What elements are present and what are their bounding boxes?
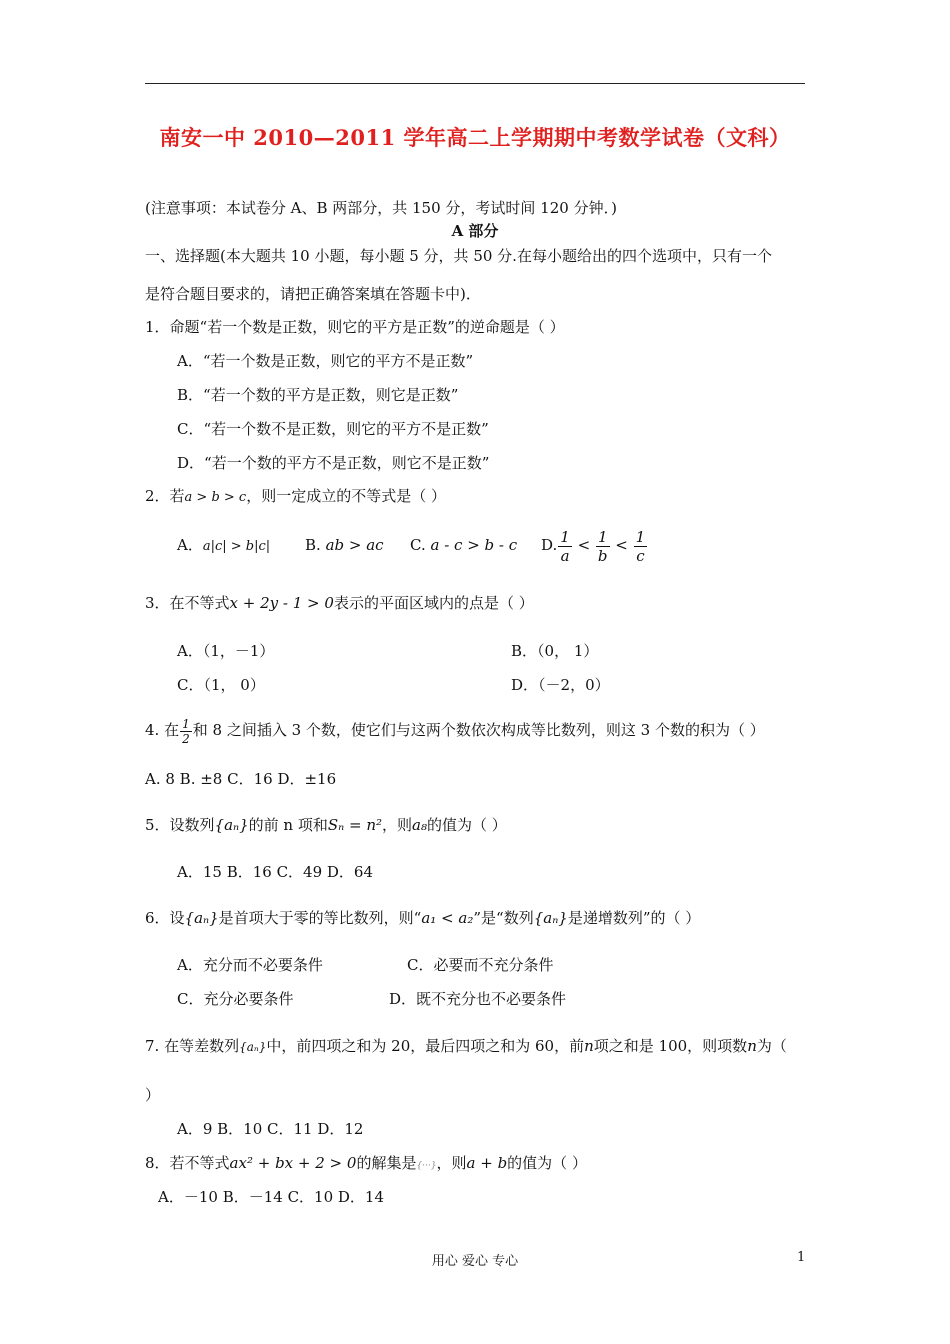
question-2-option-b bbox=[305, 535, 384, 555]
page-footer: 用心 爱心 专心 bbox=[431, 1254, 519, 1269]
question-5-stem-post: 的值为（ ） bbox=[426, 816, 507, 834]
option-label: A． bbox=[177, 536, 203, 554]
section1-instructions-line1: 一、选择题(本大题共 10 小题，每小题 5 分，共 50 分.在每小题给出的四个选项中，只有一个 bbox=[145, 247, 772, 265]
fraction-1-over-c bbox=[634, 528, 648, 565]
question-6-option-a: A．充分而不必要条件 bbox=[177, 956, 323, 974]
denominator: c bbox=[636, 546, 645, 565]
question-8-stem-mid2: ，则 bbox=[436, 1154, 467, 1172]
question-2-option-c bbox=[410, 535, 517, 555]
sequence-symbol: {aₙ} bbox=[533, 909, 568, 927]
variable-n: n bbox=[747, 1037, 757, 1055]
option-label: C. bbox=[410, 536, 426, 554]
question-7-stem-pre: 7. 在等差数列 bbox=[145, 1037, 240, 1055]
less-than: < bbox=[615, 536, 628, 554]
question-5-stem-mid2: ，则 bbox=[382, 816, 413, 834]
question-2-stem-post: ，则一定成立的不等式是（ ） bbox=[246, 487, 446, 505]
question-5-stem-pre: 5．设数列 bbox=[145, 816, 215, 834]
question-8-options: A．－10 B．－14 C．10 D．14 bbox=[158, 1188, 385, 1206]
question-2-option-d bbox=[541, 522, 648, 568]
question-3-option-c: C．（1， 0） bbox=[177, 676, 265, 694]
question-8-stem-post: 的值为（ ） bbox=[507, 1154, 587, 1172]
question-6-stem-post: 是递增数列”的（ ） bbox=[567, 909, 701, 927]
question-4-stem-pre: 4. 在 bbox=[145, 721, 180, 739]
denominator: 2 bbox=[182, 731, 190, 746]
question-7-stem-line2: ） bbox=[145, 1086, 161, 1104]
question-6-stem-mid2: ”是“数列 bbox=[473, 909, 534, 927]
section1-instructions-line2: 是符合题目要求的，请把正确答案填在答题卡中)． bbox=[145, 285, 481, 303]
question-5-stem-mid: 的前 n 项和 bbox=[248, 816, 328, 834]
question-3-option-b: B．（0， 1） bbox=[511, 642, 599, 660]
option-label: D. bbox=[541, 536, 558, 554]
question-7-stem-mid: 中，前四项之和为 20，最后四项之和为 60，前 bbox=[266, 1037, 585, 1055]
question-1-option-c: C．“若一个数不是正数，则它的平方不是正数” bbox=[177, 420, 489, 438]
question-2-option-a bbox=[177, 535, 270, 557]
term-a8: a₈ bbox=[412, 816, 427, 834]
numerator: 1 bbox=[635, 527, 646, 546]
fraction-1-over-a bbox=[558, 528, 572, 565]
variable-n: n bbox=[584, 1037, 594, 1055]
question-8-stem-pre: 8．若不等式 bbox=[145, 1154, 230, 1172]
question-7-options: A．9 B．10 C．11 D．12 bbox=[177, 1120, 364, 1138]
numerator: 1 bbox=[182, 716, 190, 731]
sequence-symbol: {aₙ} bbox=[239, 1040, 267, 1054]
question-3-stem bbox=[145, 593, 534, 613]
sum-a-plus-b: a + b bbox=[466, 1154, 508, 1172]
question-6-option-c: C．必要而不充分条件 bbox=[407, 956, 554, 974]
question-3-stem-post: 表示的平面区域内的点是（ ） bbox=[333, 594, 534, 612]
question-2-condition: a > b > c bbox=[184, 490, 247, 505]
question-6-stem-pre: 6．设 bbox=[145, 909, 185, 927]
sequence-symbol: {aₙ} bbox=[214, 816, 249, 834]
numerator: 1 bbox=[597, 527, 608, 546]
option-math: a|c| > b|c| bbox=[202, 539, 271, 554]
question-1-option-a: A．“若一个数是正数，则它的平方不是正数” bbox=[177, 352, 474, 370]
question-6-option-b: C．充分必要条件 bbox=[177, 990, 294, 1008]
question-2-stem-pre: 2．若 bbox=[145, 487, 185, 505]
question-8-stem bbox=[145, 1153, 587, 1176]
denominator: b bbox=[597, 546, 608, 565]
question-5-stem bbox=[145, 815, 507, 835]
solution-set: {···} bbox=[416, 1161, 437, 1171]
question-1-stem: 1．命题“若一个数是正数，则它的平方是正数”的逆命题是（ ） bbox=[145, 318, 565, 336]
question-3-stem-pre: 3．在不等式 bbox=[145, 594, 230, 612]
question-6-stem-mid: 是首项大于零的等比数列，则“ bbox=[218, 909, 422, 927]
page-number: 1 bbox=[797, 1250, 806, 1265]
less-than: < bbox=[577, 536, 591, 554]
question-7-stem-post: 为（ bbox=[756, 1037, 787, 1055]
question-4-stem bbox=[145, 710, 765, 750]
question-1-option-b: B．“若一个数的平方是正数，则它是正数” bbox=[177, 386, 459, 404]
question-5-options: A．15 B．16 C．49 D．64 bbox=[177, 863, 374, 881]
question-3-option-d: D．（－2，0） bbox=[511, 676, 610, 694]
question-6-option-d: D．既不充分也不必要条件 bbox=[389, 990, 567, 1008]
sequence-symbol: {aₙ} bbox=[184, 909, 219, 927]
question-4-options: A. 8 B. ±8 C．16 D．±16 bbox=[145, 770, 337, 788]
option-math: ab > ac bbox=[325, 536, 384, 554]
question-6-stem bbox=[145, 908, 700, 928]
condition-a1-lt-a2: a₁ < a₂ bbox=[421, 909, 474, 927]
option-label: B. bbox=[305, 536, 321, 554]
denominator: a bbox=[560, 546, 570, 565]
exam-note: (注意事项：本试卷分 A、B 两部分，共 150 分，考试时间 120 分钟．) bbox=[145, 199, 617, 217]
fraction-1-over-b bbox=[596, 528, 610, 565]
question-1-option-d: D．“若一个数的平方不是正数，则它不是正数” bbox=[177, 454, 490, 472]
question-3-option-a: A．（1，－1） bbox=[177, 642, 275, 660]
question-3-inequality: x + 2y - 1 > 0 bbox=[229, 594, 334, 612]
exam-title: 南安一中 2010—2011 学年高二上学期期中考数学试卷（文科） bbox=[159, 125, 791, 150]
question-2-stem bbox=[145, 486, 446, 508]
header-rule bbox=[145, 83, 805, 84]
partial-sum-formula: Sₙ = n² bbox=[327, 816, 382, 834]
option-math: a - c > b - c bbox=[430, 536, 518, 554]
numerator: 1 bbox=[560, 527, 570, 546]
question-8-stem-mid: 的解集是 bbox=[356, 1154, 417, 1172]
quadratic-inequality: ax² + bx + 2 > 0 bbox=[229, 1154, 357, 1172]
part-a-heading: A 部分 bbox=[451, 222, 499, 240]
question-7-stem-mid2: 项之和是 100，则项数 bbox=[593, 1037, 748, 1055]
question-4-stem-post: 和 8 之间插入 3 个数，使它们与这两个数依次构成等比数列，则这 3 个数的积为（ ） bbox=[192, 721, 765, 739]
fraction-one-half bbox=[180, 717, 192, 746]
question-7-stem bbox=[145, 1036, 787, 1057]
